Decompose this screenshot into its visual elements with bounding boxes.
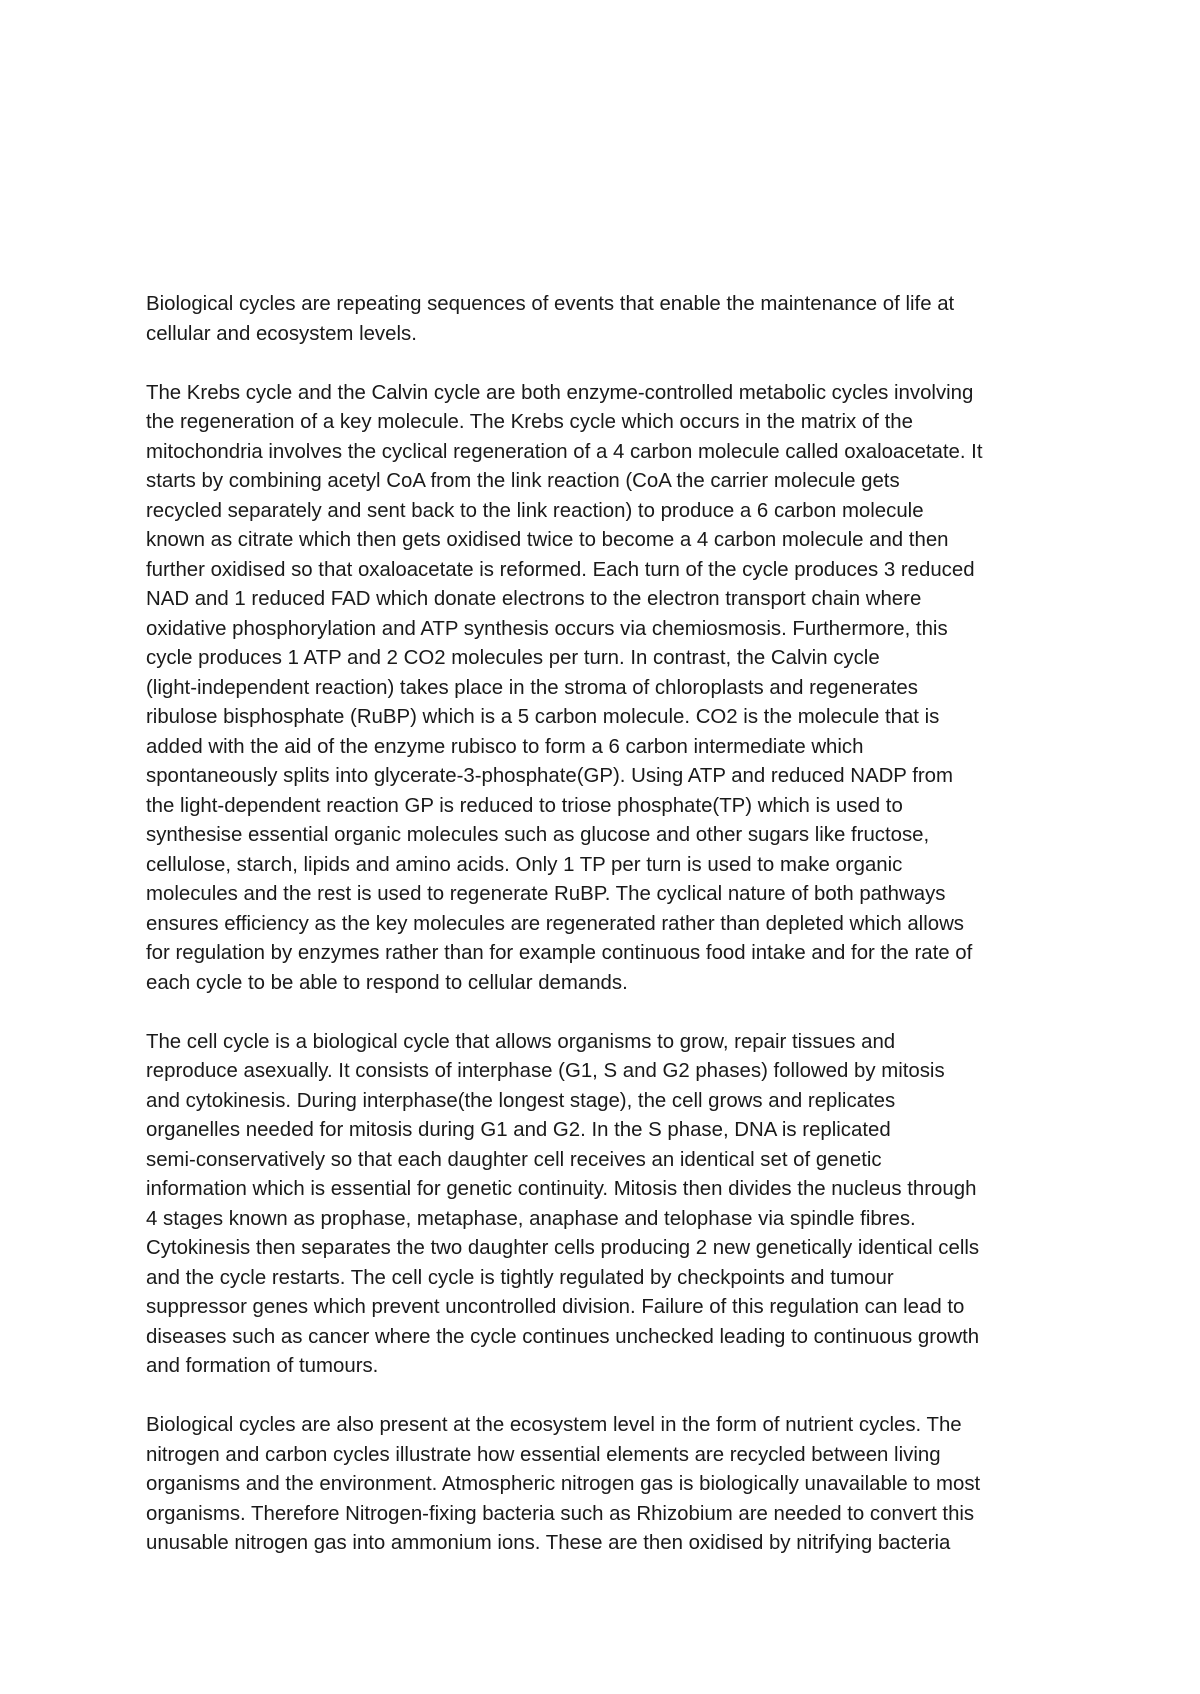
paragraph-intro: Biological cycles are repeating sequences of events that enable the maintenance of life at cellular and ecosystem levels. bbox=[146, 293, 955, 345]
document-body bbox=[146, 290, 1066, 1559]
paragraph-nutrient-cycles: Biological cycles are also present at the ecosystem level in the form of nutrient cycles. The nitrogen and carbon cycles illustrate how essential elements are recycled between living organisms and the environment. Atmospheric nitrogen gas is biologically unavailable to most organisms. Therefore Nitrogen-fixing bacteria such as Rhizobium are needed to convert this unusable nitrogen gas into ammonium ions. These are then oxidised by nitrifying bacteria bbox=[146, 1414, 981, 1554]
paragraph-krebs-calvin: The Krebs cycle and the Calvin cycle are both enzyme-controlled metabolic cycles involving the regeneration of a key molecule. The Krebs cycle which occurs in the matrix of the mitochondria involves the cyclical regeneration of a 4 carbon molecule called oxaloacetate. It starts by combining acetyl CoA from the link reaction (CoA the carrier molecule gets recycled separately and sent back to the link reaction) to produce a 6 carbon molecule known as citrate which then gets oxidised twice to become a 4 carbon molecule and then further oxidised so that oxaloacetate is reformed. Each turn of the cycle produces 3 reduced NAD and 1 reduced FAD which donate electrons to the electron transport chain where oxidative phosphorylation and ATP synthesis occurs via chemiosmosis. Furthermore, this cycle produces 1 ATP and 2 CO2 molecules per turn. In contrast, the Calvin cycle (light-independent reaction) takes place in the stroma of chloroplasts and regenerates ribulose bisphosphate (RuBP) which is a 5 carbon molecule. CO2 is the molecule that is added with the aid of the enzyme rubisco to form a 6 carbon intermediate which spontaneously splits into glycerate-3-phosphate(GP). Using ATP and reduced NADP from the light-dependent reaction GP is reduced to triose phosphate(TP) which is used to synthesise essential organic molecules such as glucose and other sugars like fructose, cellulose, starch, lipids and amino acids. Only 1 TP per turn is used to make organic molecules and the rest is used to regenerate RuBP. The cyclical nature of both pathways ensures efficiency as the key molecules are regenerated rather than depleted which allows for regulation by enzymes rather than for example continuous food intake and for the rate of each cycle to be able to respond to cellular demands. bbox=[146, 381, 983, 994]
paragraph-cell-cycle: The cell cycle is a biological cycle that allows organisms to grow, repair tissues and reproduce asexually. It consists of interphase (G1, S and G2 phases) followed by mitosis and cytokinesis. During interphase(the longest stage), the cell grows and replicates organelles needed for mitosis during G1 and G2. In the S phase, DNA is replicated semi-conservatively so that each daughter cell receives an identical set of genetic information which is essential for genetic continuity. Mitosis then divides the nucleus through 4 stages known as prophase, metaphase, anaphase and telophase via spindle fibres. Cytokinesis then separates the two daughter cells producing 2 new genetically identical cells and the cycle restarts. The cell cycle is tightly regulated by checkpoints and tumour suppressor genes which prevent uncontrolled division. Failure of this regulation can lead to diseases such as cancer where the cycle continues unchecked leading to continuous growth and formation of tumours. bbox=[146, 1030, 980, 1377]
